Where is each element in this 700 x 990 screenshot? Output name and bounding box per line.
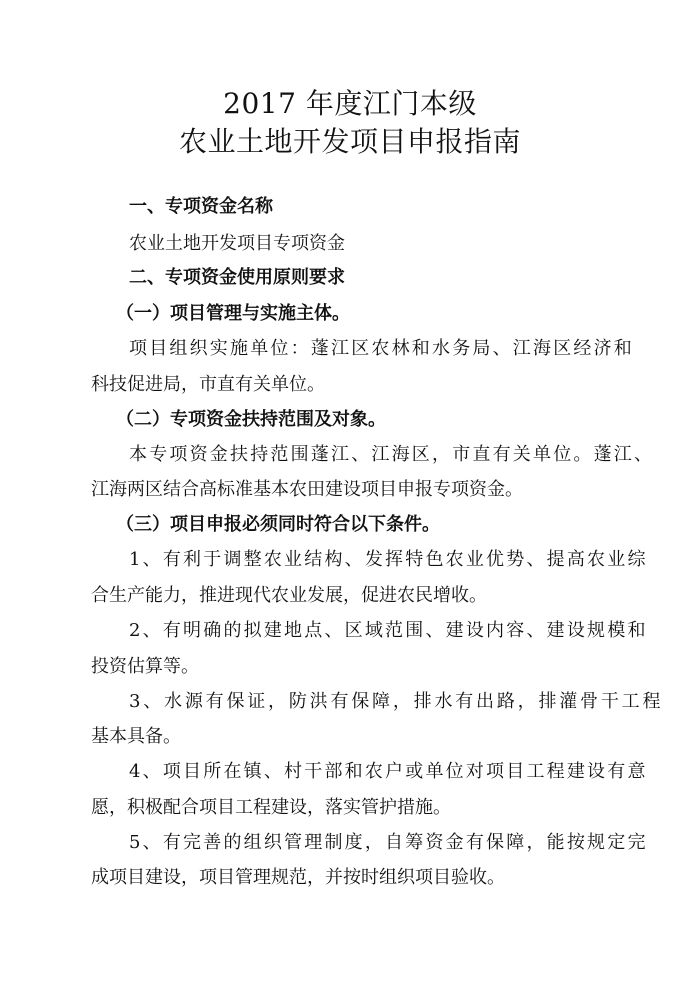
subsection-2-text-line-2: 江海两区结合高标准基本农田建设项目申报专项资金。 xyxy=(91,479,523,500)
section-1-text: 农业土地开发项目专项资金 xyxy=(129,233,345,254)
document-title-line-1: 2017 年度江门本级 xyxy=(223,87,477,120)
subsection-1-text-line-2: 科技促进局，市直有关单位。 xyxy=(91,374,325,395)
condition-4-line-1: 4、项目所在镇、村干部和农户或单位对项目工程建设有意 xyxy=(129,761,648,782)
condition-2-line-1: 2、有明确的拟建地点、区域范围、建设内容、建设规模和 xyxy=(129,620,648,641)
condition-2-line-2: 投资估算等。 xyxy=(91,656,199,677)
condition-4-line-2: 愿，积极配合项目工程建设，落实管护措施。 xyxy=(91,797,451,818)
condition-3-line-1: 3、水源有保证，防洪有保障，排水有出路，排灌骨干工程 xyxy=(129,691,664,712)
subsection-2-text-line-1: 本专项资金扶持范围蓬江、江海区，市直有关单位。蓬江、 xyxy=(129,444,655,465)
condition-1-line-2: 合生产能力，推进现代农业发展，促进农民增收。 xyxy=(91,585,487,606)
section-2-heading: 二、专项资金使用原则要求 xyxy=(129,267,345,288)
document-title-line-2: 农业土地开发项目申报指南 xyxy=(178,125,521,158)
subsection-1-heading: （一）项目管理与实施主体。 xyxy=(116,303,350,324)
condition-3-line-2: 基本具备。 xyxy=(91,726,181,747)
condition-5-line-2: 成项目建设，项目管理规范，并按时组织项目验收。 xyxy=(91,867,505,888)
section-1-heading: 一、专项资金名称 xyxy=(129,196,273,217)
subsection-2-heading: （二）专项资金扶持范围及对象。 xyxy=(116,409,386,430)
subsection-1-text-line-1: 项目组织实施单位：蓬江区农林和水务局、江海区经济和 xyxy=(129,338,634,359)
condition-5-line-1: 5、有完善的组织管理制度，自筹资金有保障，能按规定完 xyxy=(129,832,648,853)
subsection-3-heading: （三）项目申报必须同时符合以下条件。 xyxy=(116,514,440,535)
condition-1-line-1: 1、有利于调整农业结构、发挥特色农业优势、提高农业综 xyxy=(129,549,648,570)
